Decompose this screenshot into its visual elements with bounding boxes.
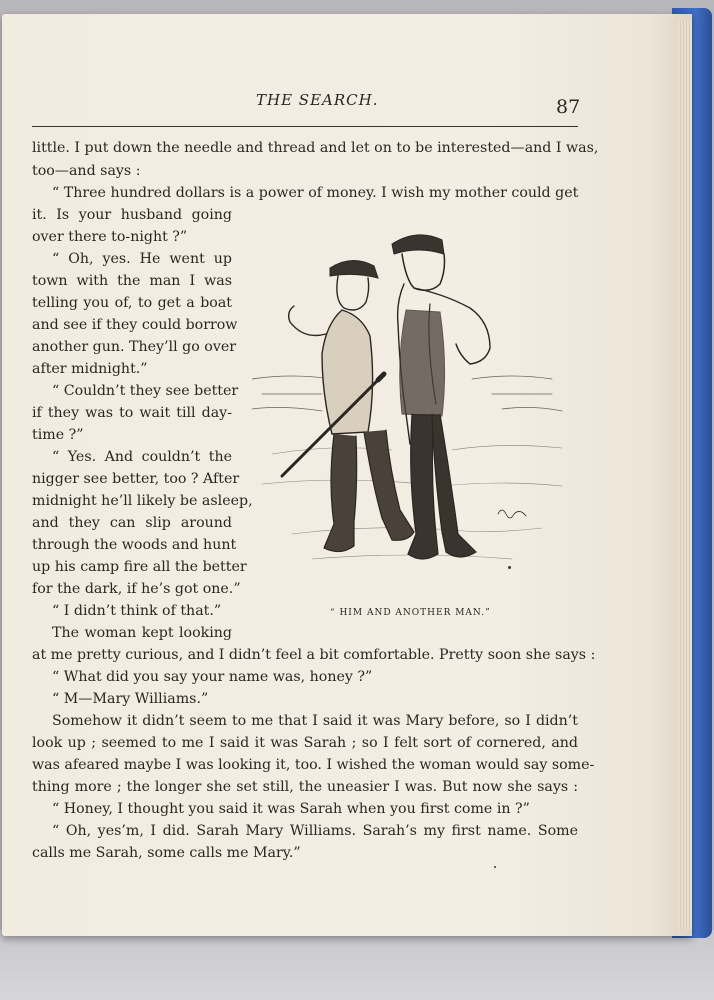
running-header: THE SEARCH. <box>256 91 379 109</box>
text-line: was afeared maybe I was looking it, too. I wished the woman would say some- <box>32 757 595 773</box>
text-line: after midnight.” <box>32 361 148 377</box>
page-number: 87 <box>556 96 581 118</box>
text-line: look up ; seemed to me I said it was Sarah ; so I felt sort of cornered, and <box>32 735 578 751</box>
print-speck <box>494 866 496 868</box>
text-line: “ Oh, yes. He went up <box>52 251 232 267</box>
text-line: Somehow it didn’t seem to me that I said it was Mary before, so I didn’t <box>52 713 578 729</box>
text-line: too—and says : <box>32 163 141 179</box>
text-line: “ Couldn’t they see better <box>52 383 239 399</box>
text-line: “ Three hundred dollars is a power of money. I wish my mother could get <box>52 185 579 201</box>
text-line: and see if they could borrow <box>32 317 238 333</box>
text-line: “ Honey, I thought you said it was Sarah when you first come in ?” <box>52 801 530 817</box>
text-line: another gun. They’ll go over <box>32 339 237 355</box>
text-line: time ?” <box>32 427 84 443</box>
text-line: little. I put down the needle and thread and let on to be interested—and I was, <box>32 140 599 156</box>
text-line: for the dark, if he’s got one.” <box>32 581 241 597</box>
table-surface <box>0 930 714 1000</box>
text-line: telling you of, to get a boat <box>32 295 232 311</box>
text-line: over there to-night ?” <box>32 229 188 245</box>
text-line: at me pretty curious, and I didn’t feel a bit comfortable. Pretty soon she says : <box>32 647 596 663</box>
text-line: through the woods and hunt <box>32 537 237 553</box>
text-line: town with the man I was <box>32 273 232 289</box>
text-line: “ Oh, yes’m, I did. Sarah Mary Williams. Sarah’s my first name. Some <box>52 823 578 839</box>
text-line: calls me Sarah, some calls me Mary.” <box>32 845 301 861</box>
text-line: midnight he’ll likely be asleep, <box>32 493 253 509</box>
text-line: up his camp fire all the better <box>32 559 247 575</box>
illustration-caption: “ HIM AND ANOTHER MAN.” <box>330 608 491 618</box>
illustration-two-men <box>252 214 578 594</box>
text-line: it. Is your husband going <box>32 207 232 223</box>
text-line: “ What did you say your name was, honey ?” <box>52 669 373 685</box>
page-edges <box>678 20 692 930</box>
text-line: “ M—Mary Williams.” <box>52 691 209 707</box>
text-line: nigger see better, too ? After <box>32 471 240 487</box>
text-line: “ Yes. And couldn’t the <box>52 449 232 465</box>
text-line: thing more ; the longer she set still, the uneasier I was. But now she says : <box>32 779 578 795</box>
header-rule <box>32 126 578 127</box>
text-line: and they can slip around <box>32 515 232 531</box>
text-line: “ I didn’t think of that.” <box>52 603 222 619</box>
text-line: if they was to wait till day- <box>32 405 232 421</box>
print-speck <box>508 566 511 569</box>
text-line: The woman kept looking <box>52 625 232 641</box>
